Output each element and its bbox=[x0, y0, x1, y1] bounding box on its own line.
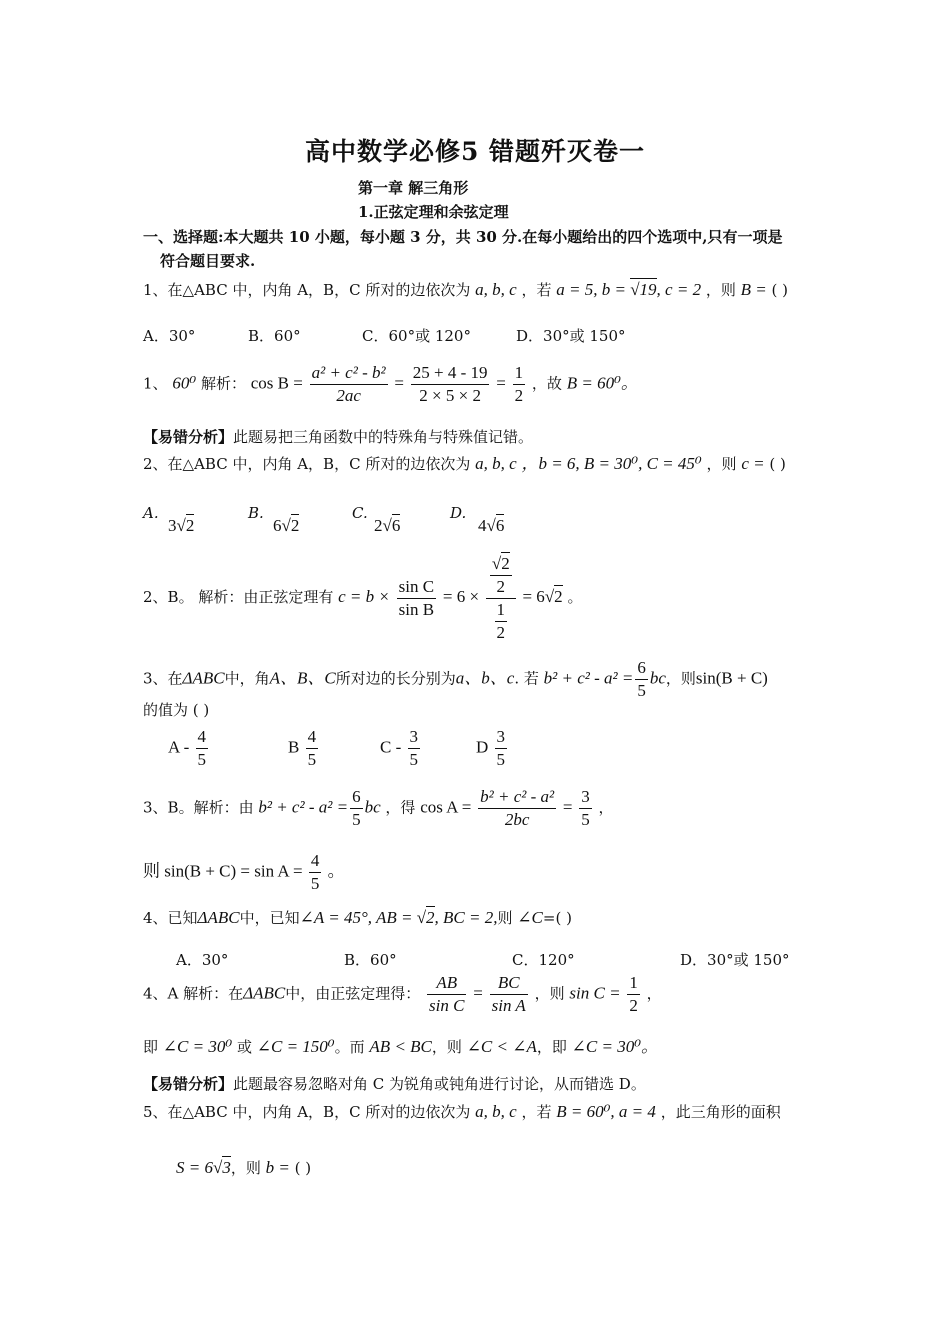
q5-stem-line-2 bbox=[176, 1158, 311, 1178]
q5-ze: ，则 bbox=[230, 1159, 261, 1177]
q5-ruo: ，若 bbox=[521, 1103, 552, 1121]
q4-ask: ∠C bbox=[517, 908, 543, 927]
q3-stem-e: ，则 bbox=[665, 669, 696, 688]
q4-option-c: C．120° bbox=[512, 951, 575, 969]
q4-sol-b: 中，由正弦定理得： bbox=[285, 984, 421, 1003]
q3-stem-line-2: 的值为 ( ) bbox=[143, 701, 210, 719]
q2-stem-text: 2、在△ABC 中，内角 A，B，C 所对的边依次为 bbox=[143, 455, 471, 473]
q4-mistake-tag: 【易错分析】 bbox=[143, 1075, 234, 1093]
q3-cond-tail: bc bbox=[649, 668, 666, 688]
q3-sol-f-num: b² + c² - a² bbox=[478, 786, 556, 809]
q3-angles: A、B、C bbox=[269, 668, 336, 688]
q2-sol-c: c = b × bbox=[338, 587, 390, 606]
q4-l2-ji2: ，即 bbox=[536, 1038, 567, 1056]
q2-f1-den: sin B bbox=[398, 599, 435, 619]
q5-area: S = 6√3 bbox=[176, 1158, 231, 1177]
q2-f2-den-bottom: 2 bbox=[496, 622, 506, 642]
q2-opt-b-root: 2 bbox=[290, 516, 300, 535]
q2-opt-a-root: 2 bbox=[185, 516, 195, 535]
q1-ask: B = bbox=[740, 280, 767, 299]
q4-sol-fraction-1 bbox=[427, 972, 466, 1017]
instructions-line-2: 符合题目要求. bbox=[160, 252, 256, 270]
q2-option-d-value: 4√6 bbox=[478, 516, 505, 535]
q2-option-c-label: C. bbox=[352, 504, 368, 522]
q5-area-text: S = 6 bbox=[176, 1158, 213, 1177]
q4-option-d: D．30°或 150° bbox=[680, 951, 790, 969]
q3-sol2-num: 4 bbox=[309, 850, 322, 873]
q2-f2-num bbox=[486, 553, 516, 599]
q4-sol-fraction-2 bbox=[490, 972, 528, 1017]
q3-cond-den: 5 bbox=[637, 681, 646, 700]
q4-sol-a: 4、A 解析：在 bbox=[143, 984, 244, 1003]
q1-option-c: C．60°或 120° bbox=[362, 327, 471, 345]
q1-f1-num: a² + c² - b² bbox=[310, 362, 388, 385]
q3-sol2-fraction bbox=[309, 850, 322, 895]
q3-sol-de: ，得 bbox=[385, 798, 416, 817]
q4-sol-eq: = bbox=[473, 983, 483, 1003]
q1-sol-value: 60⁰ bbox=[172, 373, 197, 393]
q4-sol-c: ，则 bbox=[534, 984, 565, 1003]
q2-sol-res-root: 2 bbox=[554, 587, 563, 606]
q2-option-d-label: D. bbox=[450, 504, 467, 522]
q2-f2-num-frac bbox=[490, 553, 512, 598]
q4-condition: ∠A = 45°, AB = √2, BC = 2, bbox=[299, 908, 498, 927]
q1-mistake-tag: 【易错分析】 bbox=[143, 428, 234, 446]
q4-l2-ze: ，则 bbox=[431, 1038, 462, 1056]
q4-sol-f1-num: AB bbox=[427, 972, 466, 995]
q3-opt-c-num: 3 bbox=[408, 726, 421, 749]
instructions-line-1: 一、选择题:本大题共 10 小题，每小题 3 分，共 30 分.在每小题给出的四个选项中,只有一项是 bbox=[143, 228, 783, 246]
q3-sides: a、b、c bbox=[455, 668, 515, 688]
q4-l2-er: 。而 bbox=[334, 1038, 365, 1056]
q3-sol-label: 3、B。解析：由 bbox=[143, 798, 254, 817]
q3-opt-d-den: 5 bbox=[496, 750, 506, 769]
q4-mistake-analysis bbox=[143, 1074, 646, 1094]
q1-mistake-text: 此题易把三角函数中的特殊角与特殊值记错。 bbox=[233, 428, 534, 446]
q2-ze: ，则 bbox=[706, 455, 737, 473]
q2-opt-c-coef: 2 bbox=[374, 516, 383, 535]
q2-solution bbox=[143, 548, 582, 646]
q3-opt-c-fraction bbox=[408, 726, 421, 771]
q3-opt-b-den: 5 bbox=[307, 750, 317, 769]
q1-sol-cos: cos B = bbox=[250, 373, 303, 393]
q3-opt-d-fraction bbox=[495, 726, 508, 771]
q1-cond-root: √19 bbox=[630, 280, 657, 299]
q3-opt-b-num: 4 bbox=[306, 726, 319, 749]
q3-sol2-text: 则 sin(B + C) = sin A = bbox=[143, 861, 303, 881]
q1-option-d: D．30°或 150° bbox=[516, 327, 626, 345]
q1-sol-fraction-3 bbox=[513, 362, 526, 407]
q2-option-b-label: B. bbox=[248, 504, 264, 522]
q3-cond-num: 6 bbox=[635, 657, 648, 680]
q2-condition: ，b = 6, B = 30⁰, C = 45⁰ bbox=[521, 454, 702, 473]
q1-sol-label: 1、 bbox=[143, 374, 168, 393]
q4-stem-b: 中，已知 bbox=[239, 909, 300, 927]
q2-f2-den-top: 1 bbox=[495, 599, 508, 622]
q1-sides: a, b, c bbox=[475, 280, 517, 299]
q3-stem-a: 3、在 bbox=[143, 669, 183, 688]
q1-ze: ，则 bbox=[705, 281, 736, 299]
q2-opt-a-coef: 3 bbox=[168, 516, 177, 535]
q2-sol-fraction-2 bbox=[486, 553, 516, 644]
q2-opt-c-root: 6 bbox=[391, 516, 401, 535]
q1-mistake-analysis bbox=[143, 427, 533, 447]
q2-opt-d-coef: 4 bbox=[478, 516, 487, 535]
q4-sol-f3-num: 1 bbox=[627, 972, 640, 995]
q3-opt-a-fraction bbox=[196, 726, 209, 771]
q4-triangle: ΔABC bbox=[197, 908, 240, 927]
q2-option-a-value: 3√2 bbox=[168, 516, 195, 535]
q3-opt-d-num: 3 bbox=[495, 726, 508, 749]
q2-sol-res-a: = 6 bbox=[522, 587, 545, 606]
q2-sol-fraction-1 bbox=[397, 576, 436, 621]
q2-sol-eq: = 6 × bbox=[442, 587, 480, 606]
q4-cond-text: ∠A = 45°, AB = bbox=[299, 908, 417, 927]
q3-sol-fraction-1 bbox=[478, 786, 556, 831]
q4-solution bbox=[143, 972, 662, 1017]
q2-opt-b-coef: 6 bbox=[273, 516, 282, 535]
q4-cond-tail: , BC = 2, bbox=[434, 908, 498, 927]
q4-sol-f3-den: 2 bbox=[629, 996, 638, 1015]
document-title: 高中数学必修5 错题歼灭卷一 bbox=[304, 137, 646, 166]
q1-f3-den: 2 bbox=[514, 386, 524, 405]
q1-f1-den: 2ac bbox=[336, 386, 361, 405]
q4-paren: =( ) bbox=[542, 909, 572, 927]
q1-sol-fraction-1 bbox=[310, 362, 388, 407]
q4-option-a: A．30° bbox=[176, 951, 229, 969]
q3-ask: sin(B + C) bbox=[695, 668, 768, 688]
q4-sol-triangle: ΔABC bbox=[243, 983, 286, 1003]
q3-opt-c-den: 5 bbox=[409, 750, 418, 769]
q3-stem-b: 中，角 bbox=[224, 669, 270, 688]
q4-solution-line-2 bbox=[143, 1032, 658, 1062]
q1-f2-num: 25 + 4 - 19 bbox=[411, 362, 490, 385]
q3-sol-fraction-2 bbox=[579, 786, 592, 831]
q2-sol-end: 。 bbox=[567, 588, 583, 606]
q3-sol2-den: 5 bbox=[310, 874, 320, 893]
q3-sol-f-den: 2bc bbox=[504, 810, 530, 829]
q2-f2-num-root: 2 bbox=[501, 553, 510, 573]
q5-sides: a, b, c bbox=[475, 1102, 517, 1121]
q2-f2-den bbox=[486, 599, 516, 644]
q2-option-b-value: 6√2 bbox=[273, 516, 300, 535]
q1-solution: 1、 60⁰ 解析： cos B = $\frac{\text{a² + c² - b²}}{2ac}$ = $\frac{25 + 4 - 19}{2 \times 5 \times 2}$ = $\frac{1}{2}$ ，故 B = 60⁰。 bbox=[143, 363, 638, 405]
q5-stem bbox=[143, 1102, 781, 1122]
q3-option-d bbox=[476, 726, 509, 771]
q3-sol-cond: b² + c² - a² = bbox=[258, 797, 349, 817]
q4-l2-ji: 即 bbox=[143, 1038, 159, 1056]
q1-ruo: ，若 bbox=[521, 281, 552, 299]
q3-sol-comma: ， bbox=[598, 798, 614, 817]
q2-opt-d-root: 6 bbox=[495, 516, 505, 535]
q3-cond-fraction bbox=[635, 657, 648, 702]
q4-sol-comma: ， bbox=[646, 984, 662, 1003]
q3-stem-d: . 若 bbox=[514, 669, 539, 688]
q1-cond-a: a = 5, b = bbox=[556, 280, 631, 299]
q1-option-a: A．30° bbox=[143, 327, 196, 345]
q3-opt-d-label: D bbox=[476, 737, 489, 757]
q4-sol-fraction-3 bbox=[627, 972, 640, 1017]
q5-condition: B = 60⁰, a = 4 bbox=[556, 1102, 656, 1121]
q4-ze: 则 bbox=[497, 909, 513, 927]
section-heading: 1.正弦定理和余弦定理 bbox=[358, 203, 509, 221]
q3-sol-f2-den: 5 bbox=[581, 810, 590, 829]
q3-triangle: ΔABC bbox=[182, 668, 225, 688]
q3-stem-c: 所对边的长分别为 bbox=[335, 669, 456, 688]
q2-option-a-label: A. bbox=[143, 504, 159, 522]
chapter-heading: 第一章 解三角形 bbox=[358, 179, 469, 197]
q3-option-b bbox=[288, 726, 320, 771]
q3-sol-cond-fraction bbox=[350, 786, 363, 831]
q4-option-b: B．60° bbox=[344, 951, 397, 969]
q3-opt-c-label: C - bbox=[380, 737, 402, 757]
q1-option-b: B．60° bbox=[248, 327, 301, 345]
q2-sides: a, b, c bbox=[475, 454, 517, 473]
q3-opt-a-num: 4 bbox=[196, 726, 209, 749]
q3-sol-f2-num: 3 bbox=[579, 786, 592, 809]
q1-sol-jiexi: 解析： bbox=[200, 374, 246, 393]
q1-paren: ( ) bbox=[771, 281, 789, 299]
q1-cond-c: , c = 2 bbox=[656, 280, 702, 299]
q5-stem-text: 5、在△ABC 中，内角 A，B，C 所对的边依次为 bbox=[143, 1103, 471, 1121]
q2-sol-result: = 6√2 bbox=[522, 587, 563, 606]
q4-stem-a: 4、已知 bbox=[143, 909, 198, 927]
q1-f3-num: 1 bbox=[513, 362, 526, 385]
q4-mistake-text: 此题最容易忽略对角 C 为锐角或钝角进行讨论，从而错选 D。 bbox=[233, 1075, 646, 1093]
q1-stem bbox=[143, 280, 788, 300]
q4-l2-c2: ∠C = 150⁰ bbox=[256, 1037, 335, 1056]
q4-l2-c1: ∠C = 30⁰ bbox=[162, 1037, 233, 1056]
q3-stem bbox=[143, 657, 768, 702]
q3-sol-cond-den: 5 bbox=[352, 810, 361, 829]
q2-f2-num-top: √2 bbox=[490, 553, 512, 576]
q3-sol-cond-tail: bc bbox=[364, 797, 381, 817]
q2-paren: ( ) bbox=[769, 455, 786, 473]
q3-option-c bbox=[380, 726, 422, 771]
q3-condition: b² + c² - a² = bbox=[543, 668, 634, 688]
q1-condition bbox=[556, 278, 701, 299]
q3-solution: 3、B。解析：由 b² + c² - a² = $\frac{6}{5}$ bc ，得 cos A = $\frac{\text{b² + c² - a²}}{2bc}$ = $\frac{3}{5}$ ， bbox=[143, 787, 614, 829]
q4-l2-cc: ∠C < ∠A bbox=[466, 1037, 537, 1056]
q4-sol-sinc: sin C = bbox=[569, 983, 621, 1003]
q1-sol-gu: ，故 bbox=[531, 374, 562, 393]
q3-sol-cond-num: 6 bbox=[350, 786, 363, 809]
q3-opt-a-label: A - bbox=[168, 737, 190, 757]
q2-option-c-value: 2√6 bbox=[374, 516, 401, 535]
q2-f2-num-bottom: 2 bbox=[496, 576, 506, 596]
q3-sol-cos: cos A = bbox=[420, 797, 472, 817]
q1-f2-den: 2 × 5 × 2 bbox=[419, 386, 481, 405]
q4-stem bbox=[143, 903, 572, 933]
q2-sol-label: 2、B。 解析：由正弦定理有 bbox=[143, 588, 334, 606]
q4-l2-result: ∠C = 30⁰。 bbox=[571, 1037, 659, 1056]
q5-area-root: 3 bbox=[222, 1158, 231, 1177]
q4-sol-f1-den: sin C bbox=[429, 996, 465, 1015]
q3-opt-b-fraction bbox=[306, 726, 319, 771]
q4-l2-huo: 或 bbox=[236, 1038, 252, 1056]
q5-tail: ，此三角形的面积 bbox=[660, 1103, 781, 1121]
q4-sol-f2-den: sin A bbox=[491, 996, 526, 1015]
q3-opt-a-den: 5 bbox=[197, 750, 206, 769]
q2-f1-num: sin C bbox=[397, 576, 436, 599]
q1-stem-text: 1、在△ABC 中，内角 A，B，C 所对的边依次为 bbox=[143, 281, 471, 299]
q3-sol2-end: 。 bbox=[327, 861, 345, 881]
q5-paren: ( ) bbox=[294, 1159, 312, 1177]
q2-ask: c = bbox=[741, 454, 765, 473]
q4-l2-ab: AB < BC bbox=[369, 1037, 432, 1056]
q1-sol-fraction-2 bbox=[411, 362, 490, 407]
q5-ask: b = bbox=[265, 1158, 290, 1177]
q3-solution-line-2 bbox=[143, 850, 345, 895]
q3-opt-b-label: B bbox=[288, 737, 300, 757]
q4-sol-f2-num: BC bbox=[490, 972, 528, 995]
q4-cond-root: 2 bbox=[426, 908, 435, 927]
q3-option-a bbox=[168, 726, 210, 771]
q2-stem bbox=[143, 454, 786, 474]
q1-sol-result: B = 60⁰。 bbox=[566, 373, 638, 393]
q2-f2-den-frac bbox=[495, 599, 508, 644]
